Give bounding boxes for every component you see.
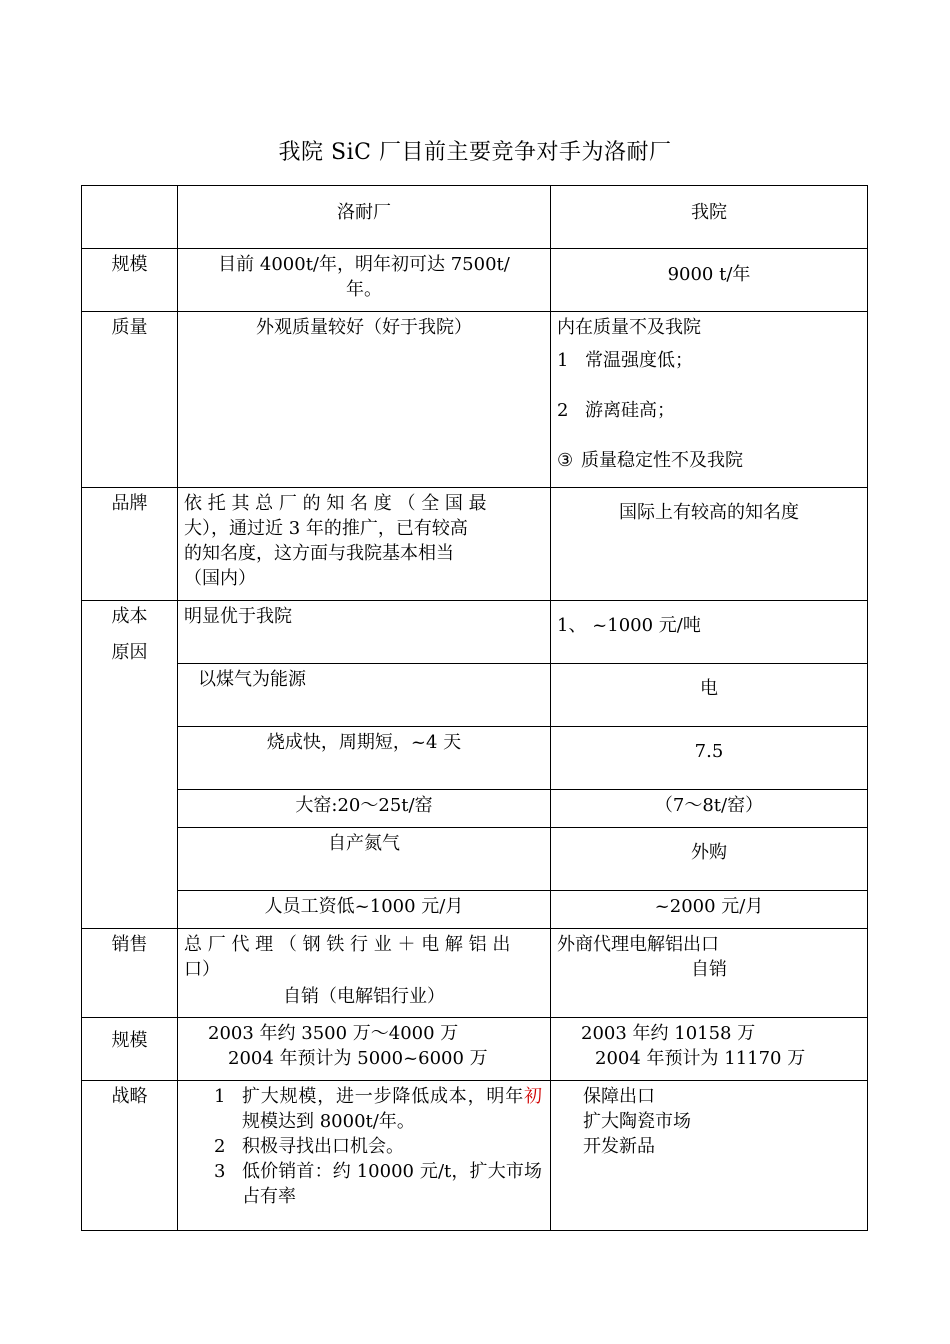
cost-ours: 1、 ~1000 元/吨 (551, 601, 868, 664)
scale-luonai: 目前 4000t/年，明年初可达 7500t/年。 (178, 249, 551, 312)
cost-ours: （7～8t/窑） (551, 790, 868, 828)
sales-label: 销售 (82, 929, 178, 1018)
header-cell-empty (82, 186, 178, 249)
cost-row (82, 664, 868, 727)
revenue-luonai: 2003 年约 3500 万～4000 万 2004 年预计为 5000~6000 万 (178, 1018, 551, 1081)
scale-label: 规模 (82, 249, 178, 312)
sales-luonai: 总 厂 代 理 （ 钢 铁 行 业 ＋ 电 解 铝 出 口） 自销（电解铝行业） (178, 929, 551, 1018)
cost-luonai: 明显优于我院 (178, 601, 551, 664)
page-title: 我院 SiC 厂目前主要竞争对手为洛耐厂 (278, 140, 672, 165)
cost-luonai: 自产氮气 (178, 828, 551, 891)
quality-row (82, 312, 868, 488)
cost-label: 成本 原因 (82, 601, 178, 929)
list-item: 1 常温强度低； (557, 350, 693, 371)
revenue-ours: 2003 年约 10158 万 2004 年预计为 11170 万 (551, 1018, 868, 1081)
list-item: 2 游离硅高； (557, 400, 675, 421)
strategy-ours (551, 1081, 868, 1231)
strategy-row (82, 1081, 868, 1231)
brand-row (82, 488, 868, 601)
list-item: ③ 质量稳定性不及我院 (557, 450, 743, 471)
cost-row (82, 828, 868, 891)
quality-ours (551, 312, 868, 488)
brand-luonai: 依 托 其 总 厂 的 知 名 度 （ 全 国 最 大），通过近 3 年的推广，已有较高 的知名度，这方面与我院基本相当 （国内） (178, 488, 551, 601)
scale-ours: 9000 t/年 (551, 249, 868, 312)
cost-ours: 7.5 (551, 727, 868, 790)
list-item: 2 积极寻找出口机会。 (214, 1136, 404, 1157)
list-item: 1 扩大规模，进一步降低成本，明年初规模达到 8000t/年。 (214, 1086, 542, 1132)
cost-row (82, 727, 868, 790)
cost-row (82, 891, 868, 929)
list-item: 开发新品 (583, 1136, 655, 1157)
header-luonai: 洛耐厂 (178, 186, 551, 249)
scale-row (82, 249, 868, 312)
list-item: 3 低价销首：约 10000 元/t，扩大市场占有率 (214, 1161, 542, 1207)
sales-ours: 外商代理电解铝出口 自销 (551, 929, 868, 1018)
list-item: 保障出口 (583, 1086, 655, 1107)
revenue-label: 规模 (82, 1018, 178, 1081)
quality-luonai: 外观质量较好（好于我院） (178, 312, 551, 488)
strategy-luonai (178, 1081, 551, 1231)
brand-ours: 国际上有较高的知名度 (551, 488, 868, 601)
header-row (82, 186, 868, 249)
list-item: 扩大陶瓷市场 (583, 1111, 691, 1132)
cost-ours: ~2000 元/月 (551, 891, 868, 929)
header-ours: 我院 (551, 186, 868, 249)
strategy-label: 战略 (82, 1081, 178, 1231)
cost-ours: 外购 (551, 828, 868, 891)
revenue-row (82, 1018, 868, 1081)
cost-luonai: 大窑:20～25t/窑 (178, 790, 551, 828)
cost-row (82, 790, 868, 828)
cost-luonai: 烧成快，周期短，~4 天 (178, 727, 551, 790)
sales-row (82, 929, 868, 1018)
cost-luonai: 人员工资低~1000 元/月 (178, 891, 551, 929)
cost-ours: 电 (551, 664, 868, 727)
quality-label: 质量 (82, 312, 178, 488)
quality-ours-intro: 内在质量不及我院 (557, 317, 701, 338)
comparison-table (81, 185, 868, 1231)
cost-row (82, 601, 868, 664)
brand-label: 品牌 (82, 488, 178, 601)
cost-luonai: 以煤气为能源 (178, 664, 551, 727)
